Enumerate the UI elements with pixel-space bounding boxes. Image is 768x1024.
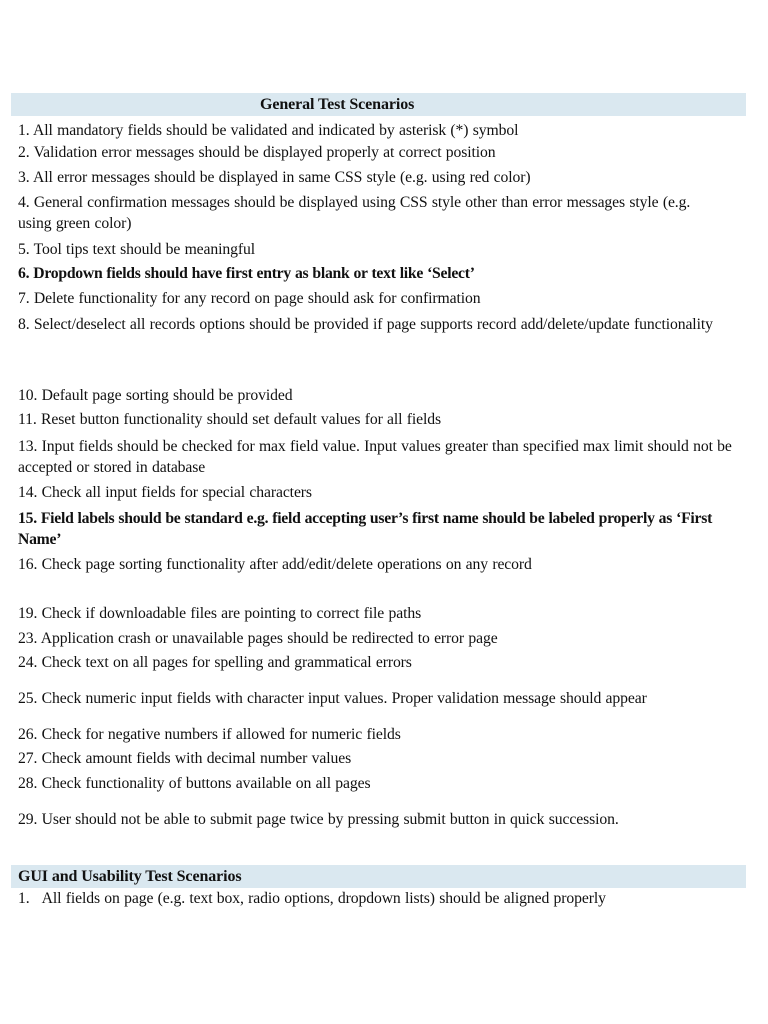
gui-heading-band <box>11 865 746 888</box>
list-item: 11. Reset button functionality should set default values for all fields <box>18 411 441 428</box>
gui-heading: GUI and Usability Test Scenarios <box>18 868 242 885</box>
general-heading-band <box>11 93 746 116</box>
list-item: 5. Tool tips text should be meaningful <box>18 241 256 258</box>
list-item: 6. Dropdown fields should have first entry as blank or text like ‘Select’ <box>18 265 475 282</box>
list-item: 4. General confirmation messages should be displayed using CSS style other than error messages style (e.g. using green color) <box>18 194 691 232</box>
list-item: 1. All fields on page (e.g. text box, radio options, dropdown lists) should be aligned properly <box>18 890 606 907</box>
list-item: 16. Check page sorting functionality after add/edit/delete operations on any record <box>18 556 532 573</box>
list-item: 14. Check all input fields for special characters <box>18 484 312 501</box>
list-item: 27. Check amount fields with decimal number values <box>18 750 352 767</box>
list-item: 7. Delete functionality for any record on page should ask for confirmation <box>18 290 481 307</box>
list-item: 13. Input fields should be checked for max field value. Input values greater than specified max limit should not be accepted or stored in database <box>18 438 732 476</box>
list-item: 28. Check functionality of buttons available on all pages <box>18 775 371 792</box>
list-item: 26. Check for negative numbers if allowed for numeric fields <box>18 726 401 743</box>
general-heading: General Test Scenarios <box>260 96 415 113</box>
list-item: 2. Validation error messages should be displayed properly at correct position <box>18 144 496 161</box>
list-item: 29. User should not be able to submit page twice by pressing submit button in quick succession. <box>18 811 619 828</box>
list-item: 24. Check text on all pages for spelling and grammatical errors <box>18 654 412 671</box>
list-item: 3. All error messages should be displayed in same CSS style (e.g. using red color) <box>18 169 531 186</box>
list-item: 1. All mandatory fields should be validated and indicated by asterisk (*) symbol <box>18 122 519 139</box>
list-item: 25. Check numeric input fields with character input values. Proper validation message should appear <box>18 690 647 707</box>
list-item: 15. Field labels should be standard e.g. field accepting user’s first name should be labeled properly as ‘First Name’ <box>18 510 713 548</box>
list-item: 8. Select/deselect all records options should be provided if page supports record add/delete/update functionality <box>18 316 713 333</box>
list-item: 23. Application crash or unavailable pages should be redirected to error page <box>18 630 498 647</box>
list-item: 10. Default page sorting should be provided <box>18 387 293 404</box>
list-item: 19. Check if downloadable files are pointing to correct file paths <box>18 605 422 622</box>
